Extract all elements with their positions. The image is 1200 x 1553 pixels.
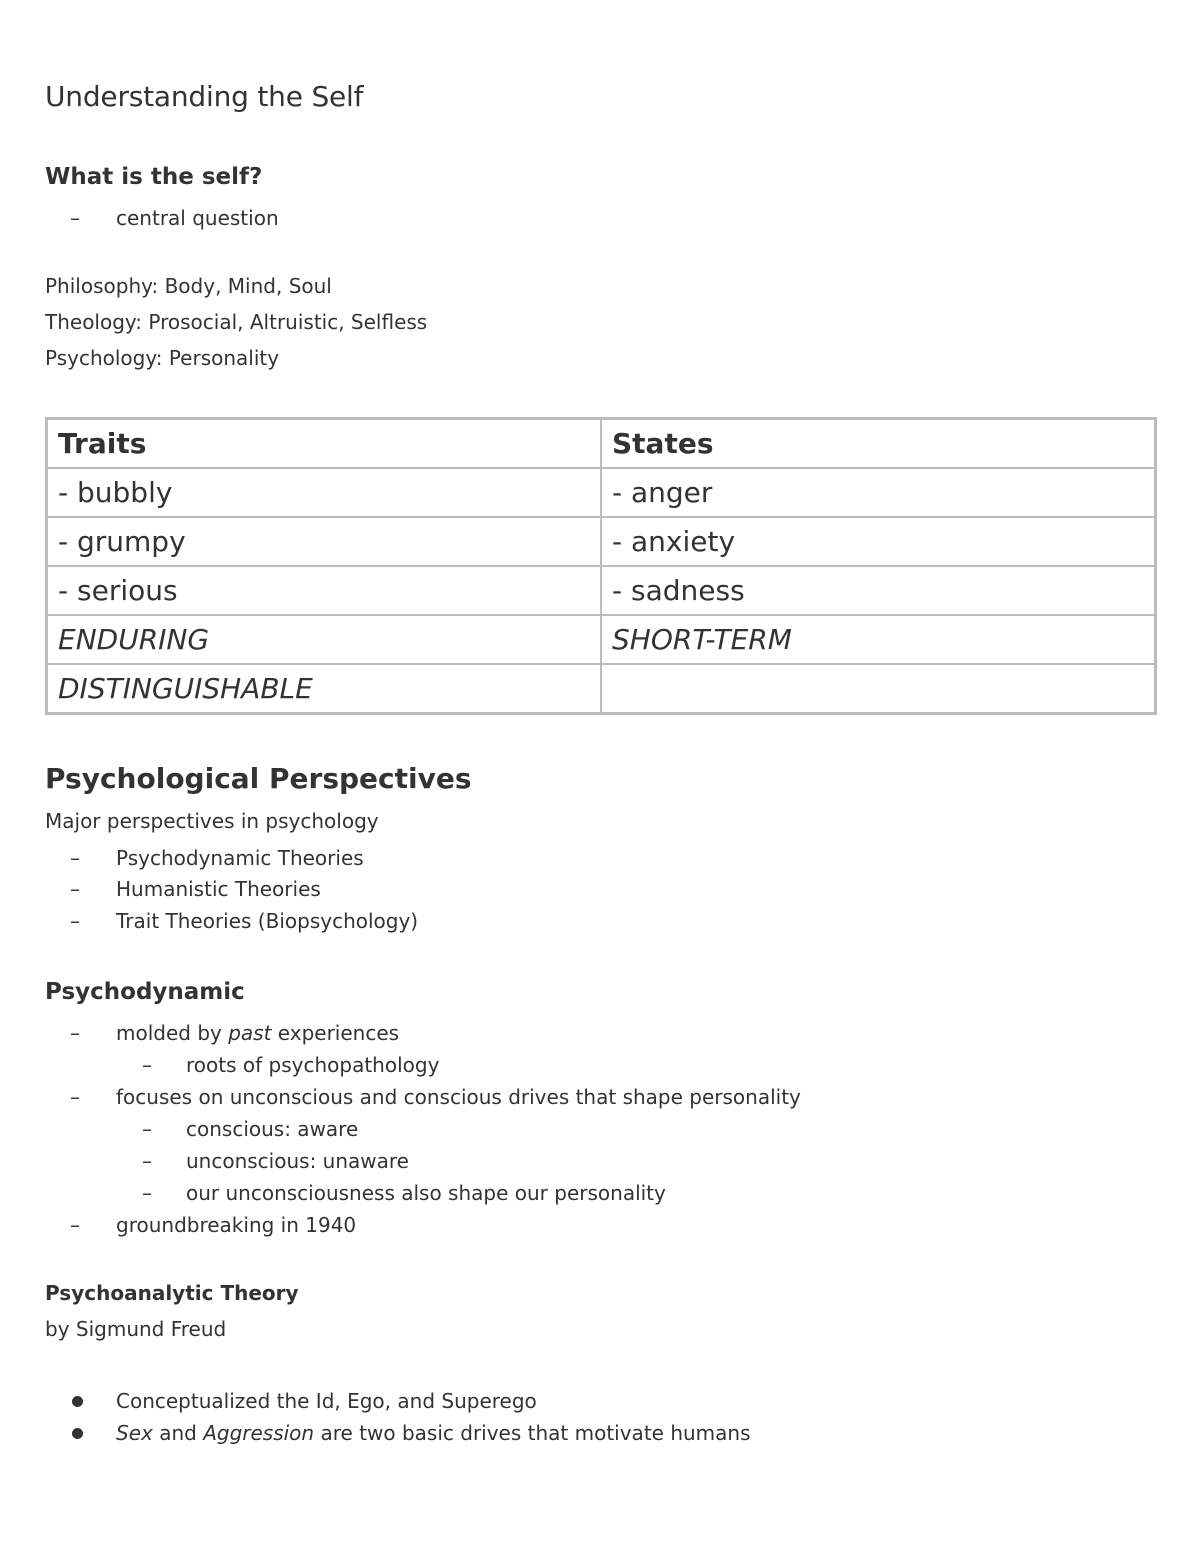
- emphasis-past: past: [228, 1021, 272, 1045]
- table-header-states: States: [601, 419, 1156, 469]
- perspectives-intro: Major perspectives in psychology: [45, 809, 379, 833]
- table-cell: SHORT-TERM: [601, 615, 1156, 664]
- psychoanalytic-heading: Psychoanalytic Theory: [45, 1281, 299, 1305]
- table-cell: - anger: [601, 468, 1156, 517]
- dash-marker: –: [70, 1085, 80, 1109]
- dash-marker: –: [142, 1053, 152, 1077]
- table-cell: - anxiety: [601, 517, 1156, 566]
- dash-marker: –: [70, 206, 80, 230]
- list-item: [116, 1421, 751, 1445]
- sub-list-item: our unconsciousness also shape our personality: [186, 1181, 666, 1205]
- emphasis-aggression: Aggression: [203, 1421, 315, 1445]
- list-item: Humanistic Theories: [116, 877, 321, 901]
- table-cell: DISTINGUISHABLE: [47, 664, 602, 714]
- text-run: molded by: [116, 1021, 229, 1045]
- list-item: focuses on unconscious and conscious drives that shape personality: [116, 1085, 801, 1109]
- table-cell: - serious: [47, 566, 602, 615]
- table-cell: ENDURING: [47, 615, 602, 664]
- emphasis-sex: Sex: [116, 1421, 153, 1445]
- table-cell: - bubbly: [47, 468, 602, 517]
- list-item: Psychodynamic Theories: [116, 846, 364, 870]
- psychodynamic-heading: Psychodynamic: [45, 979, 245, 1005]
- table-cell: - sadness: [601, 566, 1156, 615]
- traits-states-table: [45, 417, 1157, 715]
- dash-marker: –: [142, 1149, 152, 1173]
- text-run: are two basic drives that motivate humans: [314, 1421, 751, 1445]
- psychoanalytic-byline: by Sigmund Freud: [45, 1317, 227, 1341]
- list-item: groundbreaking in 1940: [116, 1213, 357, 1237]
- table-row: [47, 517, 1156, 566]
- dash-marker: –: [142, 1117, 152, 1141]
- table-row: [47, 615, 1156, 664]
- document-title: Understanding the Self: [45, 80, 364, 113]
- discipline-philosophy: Philosophy: Body, Mind, Soul: [45, 274, 332, 298]
- list-item: [116, 1021, 399, 1045]
- sub-list-item: roots of psychopathology: [186, 1053, 440, 1077]
- table-row: [47, 664, 1156, 714]
- table-header-row: [47, 419, 1156, 469]
- table-header-traits: Traits: [47, 419, 602, 469]
- table-cell: - grumpy: [47, 517, 602, 566]
- dash-marker: –: [70, 877, 80, 901]
- list-item: Trait Theories (Biopsychology): [116, 909, 419, 933]
- text-run: experiences: [271, 1021, 400, 1045]
- discipline-psychology: Psychology: Personality: [45, 346, 280, 370]
- dash-marker: –: [142, 1181, 152, 1205]
- self-heading: What is the self?: [45, 164, 263, 190]
- bullet-dot-icon: [72, 1428, 83, 1439]
- dash-marker: –: [70, 909, 80, 933]
- dash-marker: –: [70, 846, 80, 870]
- table-cell: [601, 664, 1156, 714]
- list-item: Conceptualized the Id, Ego, and Superego: [116, 1389, 537, 1413]
- text-run: and: [152, 1421, 204, 1445]
- sub-list-item: conscious: aware: [186, 1117, 359, 1141]
- sub-list-item: unconscious: unaware: [186, 1149, 409, 1173]
- table-row: [47, 566, 1156, 615]
- bullet-dot-icon: [72, 1396, 83, 1407]
- table-row: [47, 468, 1156, 517]
- dash-marker: –: [70, 1021, 80, 1045]
- perspectives-heading: Psychological Perspectives: [45, 762, 472, 795]
- discipline-theology: Theology: Prosocial, Altruistic, Selfless: [45, 310, 428, 334]
- dash-marker: –: [70, 1213, 80, 1237]
- list-item: central question: [116, 206, 279, 230]
